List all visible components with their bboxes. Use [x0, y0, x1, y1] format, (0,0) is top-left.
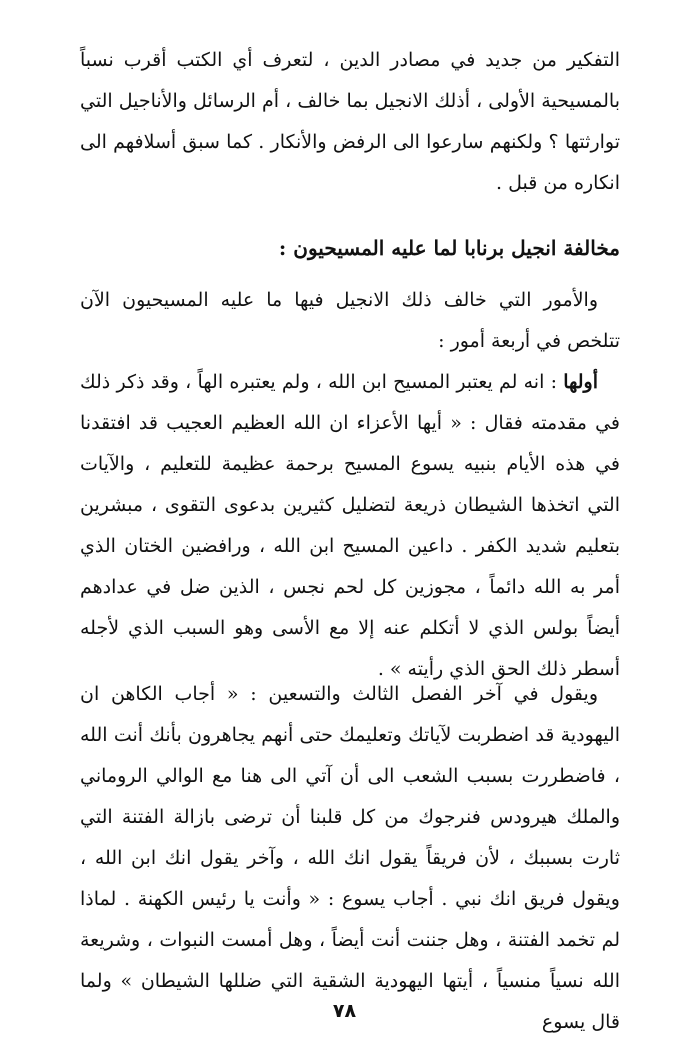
paragraph-3-body: : انه لم يعتبر المسيح ابن الله ، ولم يعتبره الهاً ، وقد ذكر ذلك في مقدمته فقال : « أيها الأعزاء ان الله العظيم العجيب قد افتقدنا في هذه الأيام بنبيه يسوع المسيح برحمة عظيمة للتعليم ، والآيات التي اتخذها الشيطان ذريعة لتضليل كثيرين بدعوى التقوى ، مبشرين بتعليم شديد الكفر . داعين المسيح ابن الله ، ورافضين الختان الذي أمر به الله دائماً ، مجوزين كل لحم نجس ، الذين ضل في عدادهم أيضاً بولس الذي لا أتكلم عنه إلا مع الأسى وهو السبب الذي لأجله أسطر ذلك الحق الذي رأيته » .: [80, 371, 620, 680]
paragraph-3: [80, 362, 620, 690]
paragraph-3-lead: أولها: [563, 371, 598, 393]
paragraph-2: والأمور التي خالف ذلك الانجيل فيها ما عليه المسيحيون الآن تتلخص في أربعة أمور :: [80, 289, 620, 352]
page-number: ٧٨: [332, 1000, 357, 1022]
paragraph-4: ويقول في آخر الفصل الثالث والتسعين : « أجاب الكاهن ان اليهودية قد اضطربت لآياتك وتعليمك حتى أنهم يجاهرون بأنك أنت الله ، فاضطررت بسبب الشعب الى أن آتي الى هنا مع الوالي الروماني والملك هيرودس فنرجوك من كل قلبنا أن ترضى بازالة الفتنة التي ثارت بسببك ، لأن فريقاً يقول انك الله ، وآخر يقول انك ابن الله ، ويقول فريق انك نبي . أجاب يسوع : « وأنت يا رئيس الكهنة . لماذا لم تخمد الفتنة ، وهل جننت أنت أيضاً ، وهل أمست النبوات ، وشريعة الله نسياً منسياً ، أيتها اليهودية الشقية التي ضللها الشيطان » ولما قال يسوع: [80, 683, 620, 1033]
paragraph-1: التفكير من جديد في مصادر الدين ، لتعرف أي الكتب أقرب نسباً بالمسيحية الأولى ، أذلك الانجيل بما خالف ، أم الرسائل والأناجيل التي توارثتها ؟ ولكنهم سارعوا الى الرفض والأنكار . كما سبق أسلافهم الى انكاره من قبل .: [80, 49, 620, 194]
section-heading: مخالفة انجيل برنابا لما عليه المسيحيون :: [278, 236, 620, 260]
document-page: [80, 40, 620, 1033]
